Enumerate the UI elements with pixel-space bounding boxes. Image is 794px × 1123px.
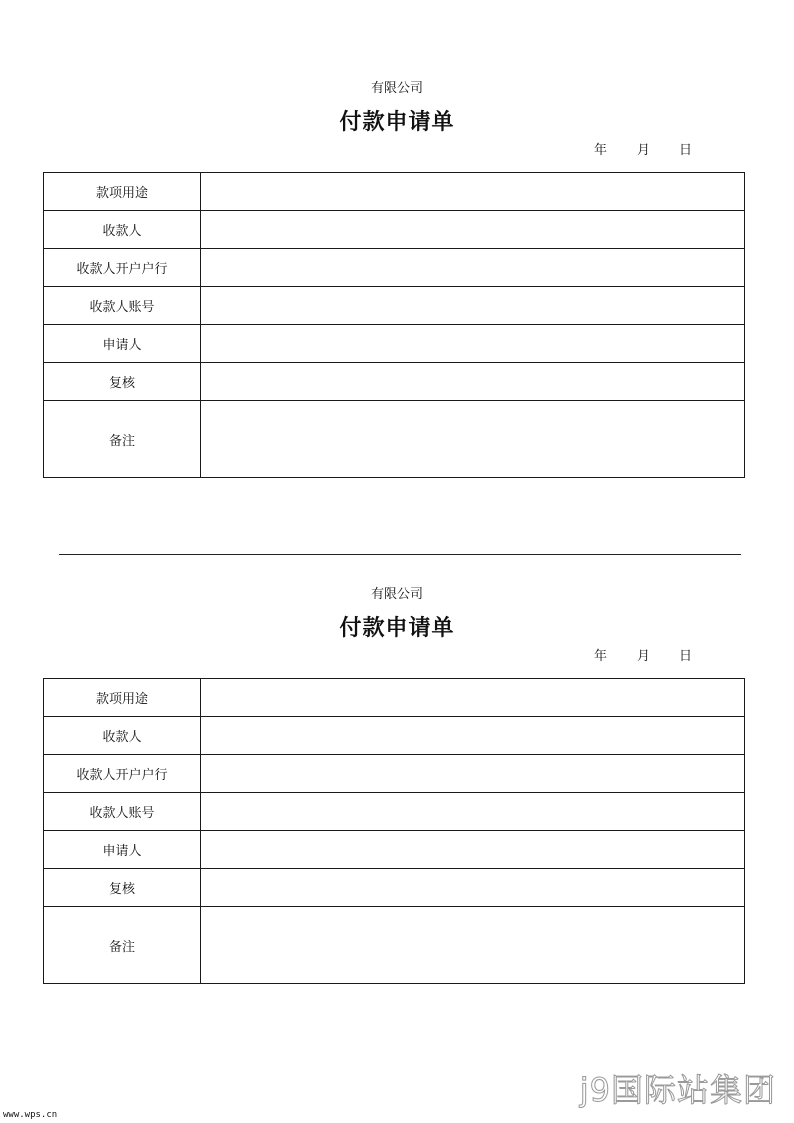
row-applicant — [44, 325, 745, 363]
payee-field[interactable] — [201, 717, 745, 755]
payee-bank-field[interactable] — [201, 755, 745, 793]
payee-bank-label: 收款人开户户行 — [44, 249, 201, 287]
date-month-label: 月 — [637, 649, 651, 664]
row-payment-purpose — [44, 173, 745, 211]
remarks-label: 备注 — [44, 907, 201, 984]
row-reviewer — [44, 363, 745, 401]
reviewer-field[interactable] — [201, 363, 745, 401]
row-payee-bank — [44, 249, 745, 287]
cut-line-divider — [59, 554, 741, 555]
remarks-label: 备注 — [44, 401, 201, 478]
payment-request-table — [43, 678, 745, 984]
row-payee-account — [44, 287, 745, 325]
row-remarks — [44, 401, 745, 478]
applicant-label: 申请人 — [44, 325, 201, 363]
payee-bank-field[interactable] — [201, 249, 745, 287]
payee-label: 收款人 — [44, 717, 201, 755]
reviewer-field[interactable] — [201, 869, 745, 907]
payee-bank-label: 收款人开户户行 — [44, 755, 201, 793]
company-name: 有限公司 — [370, 81, 423, 96]
row-payee — [44, 211, 745, 249]
payee-account-field[interactable] — [201, 793, 745, 831]
date-month-label: 月 — [637, 143, 651, 158]
payment-purpose-label: 款项用途 — [44, 173, 201, 211]
payment-purpose-label: 款项用途 — [44, 679, 201, 717]
date-day-label: 日 — [679, 143, 693, 158]
payee-account-field[interactable] — [201, 287, 745, 325]
watermark-text: j9国际站集团 — [579, 1071, 776, 1109]
payee-field[interactable] — [201, 211, 745, 249]
applicant-label: 申请人 — [44, 831, 201, 869]
row-applicant — [44, 831, 745, 869]
form-title: 付款申请单 — [339, 109, 455, 135]
applicant-field[interactable] — [201, 325, 745, 363]
date-year-label: 年 — [594, 649, 608, 664]
row-payee-account — [44, 793, 745, 831]
remarks-field[interactable] — [201, 401, 745, 478]
payee-label: 收款人 — [44, 211, 201, 249]
applicant-field[interactable] — [201, 831, 745, 869]
payment-purpose-field[interactable] — [201, 679, 745, 717]
date-year-label: 年 — [594, 143, 608, 158]
payee-account-label: 收款人账号 — [44, 793, 201, 831]
reviewer-label: 复核 — [44, 869, 201, 907]
row-payee-bank — [44, 755, 745, 793]
row-remarks — [44, 907, 745, 984]
remarks-field[interactable] — [201, 907, 745, 984]
row-payment-purpose — [44, 679, 745, 717]
date-day-label: 日 — [679, 649, 693, 664]
company-name: 有限公司 — [370, 587, 423, 602]
form-title: 付款申请单 — [339, 615, 455, 641]
row-reviewer — [44, 869, 745, 907]
payment-request-table — [43, 172, 745, 478]
row-payee — [44, 717, 745, 755]
payee-account-label: 收款人账号 — [44, 287, 201, 325]
payment-purpose-field[interactable] — [201, 173, 745, 211]
footer-url: www.wps.cn — [3, 1110, 58, 1120]
reviewer-label: 复核 — [44, 363, 201, 401]
